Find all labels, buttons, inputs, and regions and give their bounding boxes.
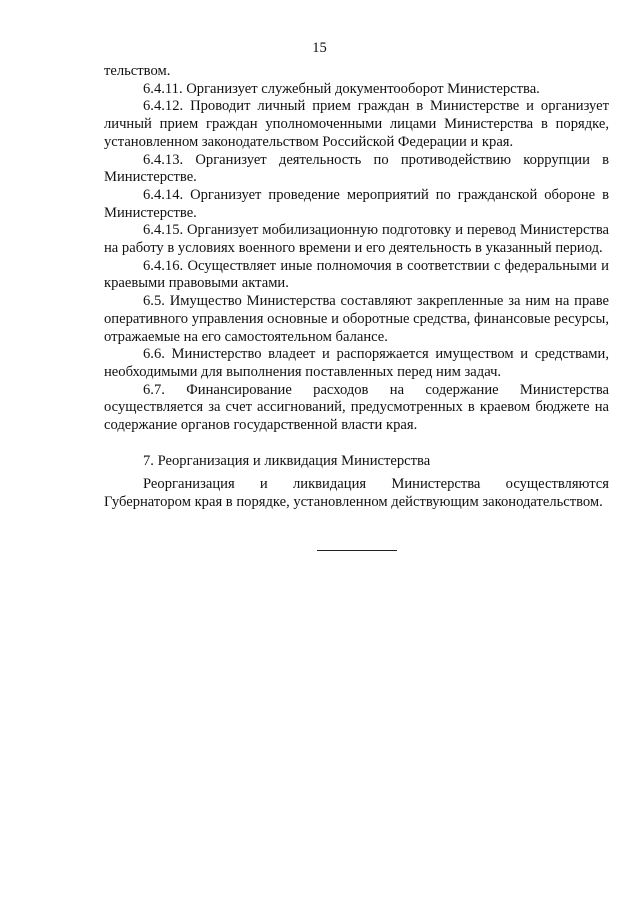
paragraph-6-4-12: 6.4.12. Проводит личный прием граждан в Министерстве и организует личный прием граждан уполномоченными лицами Министерства в порядке, установленном законодательством Российской Федерации и края. [104,98,609,150]
paragraph-6-4-13: 6.4.13. Организует деятельность по противодействию коррупции в Министерстве. [104,151,609,186]
document-body [104,63,609,512]
paragraph-6-7: 6.7. Финансирование расходов на содержание Министерства осуществляется за счет ассигнований, предусмотренных в краевом бюджете на содержание органов государственной власти края. [104,381,609,434]
paragraph-6-4-14: 6.4.14. Организует проведение мероприятий по гражданской обороне в Министерстве. [104,186,609,221]
paragraph-continuation: тельством. [104,63,171,79]
end-divider-line [317,550,397,551]
page-number: 15 [312,40,327,56]
section-paragraph: Реорганизация и ликвидация Министерства осуществляются Губернатором края в порядке, установленном действующим законодательством. [104,476,609,511]
paragraph-6-6: 6.6. Министерство владеет и распоряжается имуществом и средствами, необходимыми для выполнения поставленных перед ним задач. [104,346,609,380]
paragraph-6-5: 6.5. Имущество Министерства составляют закрепленные за ним на праве оперативного управления основные и оборотные средства, финансовые ресурсы, отражаемые на его самостоятельном балансе. [104,293,609,345]
paragraph-6-4-11: 6.4.11. Организует служебный документооборот Министерства. [143,80,540,97]
paragraph-6-4-16: 6.4.16. Осуществляет иные полномочия в соответствии с федеральными и краевыми правовыми актами. [104,257,609,292]
paragraph-6-4-15: 6.4.15. Организует мобилизационную подготовку и перевод Министерства на работу в условиях военного времени и его деятельность в указанный период. [104,222,609,257]
section-heading: 7. Реорганизация и ликвидация Министерства [143,452,431,469]
